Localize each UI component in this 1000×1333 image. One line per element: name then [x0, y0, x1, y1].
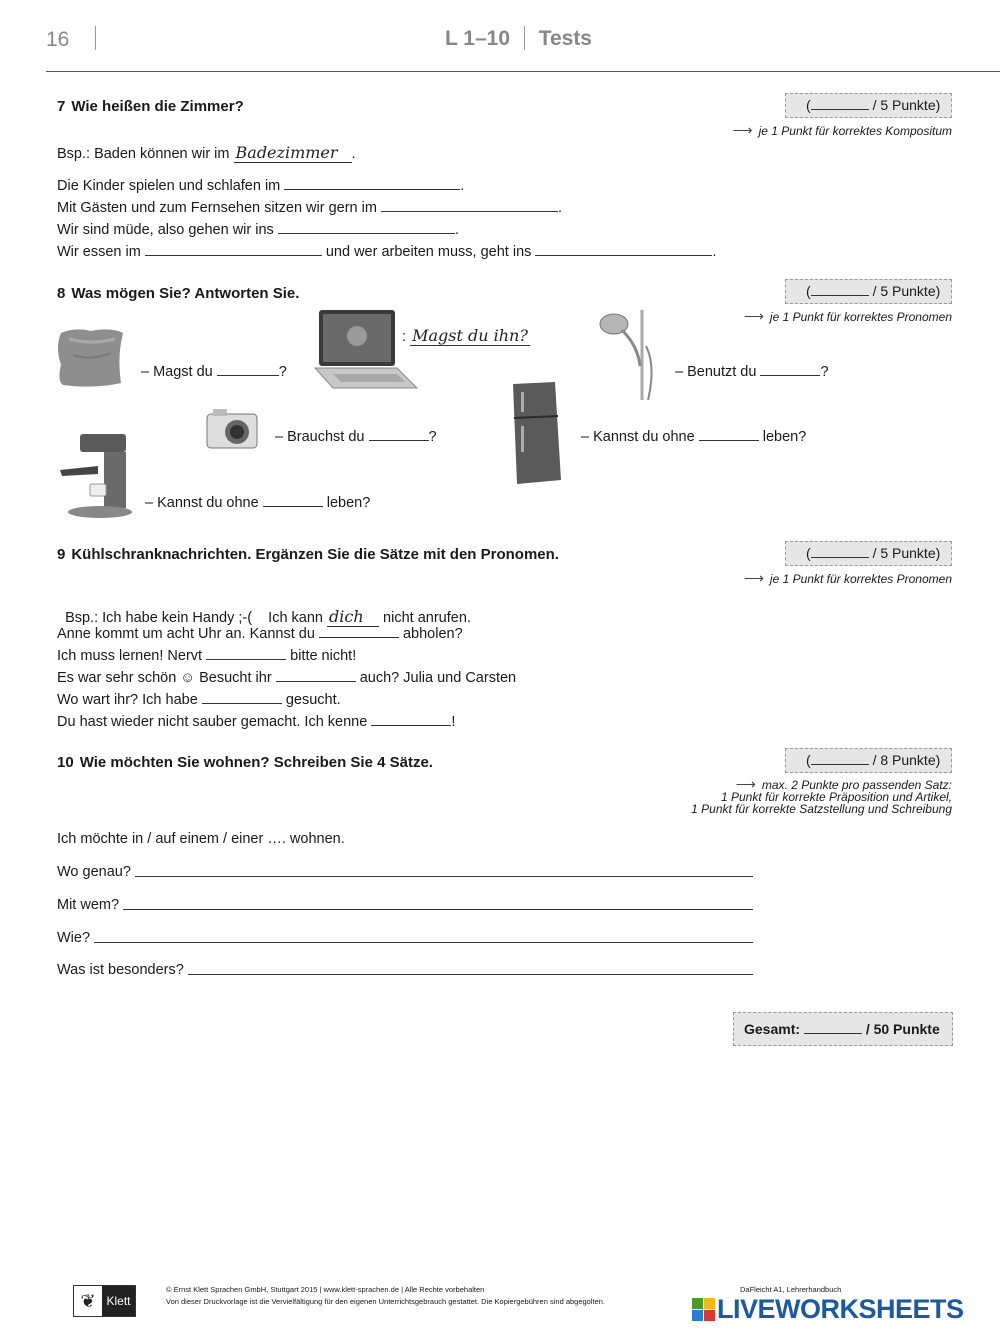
task9-answer-5[interactable] [371, 712, 451, 726]
task9-number: 9 [57, 546, 66, 563]
pillow-image [55, 325, 127, 391]
task9-note [744, 570, 952, 587]
fridge-image [507, 380, 563, 486]
task7-note-text: je 1 Punkt für korrektes Kompositum [758, 124, 952, 138]
page-number: 16 [46, 28, 70, 51]
task10-answer-2[interactable] [123, 909, 753, 910]
item-end: ? [428, 429, 437, 445]
task8-points-input[interactable] [811, 283, 869, 296]
line-end: ! [451, 714, 456, 730]
task8-answer-5[interactable] [263, 493, 323, 507]
item-end: leben? [762, 429, 807, 445]
points-open: ( [806, 545, 811, 561]
item-text: – Kannst du ohne [145, 495, 259, 511]
points-open: ( [806, 283, 811, 299]
task7-line-1 [57, 176, 464, 194]
arrow-icon: ⟶ [743, 570, 764, 586]
task8-example-answer: Magst du ihn? [412, 326, 528, 345]
points-max: / 5 Punkte) [872, 97, 941, 113]
header-title: Tests [538, 27, 592, 50]
item-text: – Magst du [141, 364, 213, 380]
task8-answer-3[interactable] [369, 427, 429, 441]
task9-answer-2[interactable] [206, 646, 286, 660]
task10-heading [57, 754, 433, 771]
task7-example-suffix: . [351, 146, 356, 162]
line-end: . [712, 244, 717, 260]
task9-example [57, 591, 471, 627]
task8-answer-2[interactable] [760, 362, 820, 376]
task7-answer-4[interactable] [145, 242, 322, 256]
header-title-group [445, 26, 592, 51]
task10-note [691, 778, 952, 815]
task10-row-4 [57, 962, 753, 978]
total-input[interactable] [804, 1021, 862, 1034]
klett-logo [73, 1285, 136, 1317]
header-separator [524, 26, 525, 50]
task7-answer-5[interactable] [535, 242, 712, 256]
klett-flower-icon: ❦ [74, 1286, 102, 1316]
task8-note-text: je 1 Punkt für korrektes Pronomen [769, 310, 952, 324]
shower-image [598, 306, 660, 402]
header-divider [95, 26, 96, 50]
task8-item-fridge [581, 427, 806, 445]
task10-title: Wie möchten Sie wohnen? Schreiben Sie 4 Sätze. [79, 754, 433, 771]
line-text: Es war sehr schön ☺ Besucht ihr [57, 670, 272, 686]
item-text: – Brauchst du [275, 429, 365, 445]
task8-points-box [785, 279, 952, 304]
task7-answer-3[interactable] [278, 220, 455, 234]
task8-example [402, 326, 530, 346]
line-text: Wir essen im [57, 244, 141, 260]
task9-heading [57, 546, 559, 563]
task10-answer-3[interactable] [94, 942, 753, 943]
points-max: / 8 Punkte) [872, 752, 941, 768]
task9-example-prefix: Bsp.: Ich habe kein Handy ;-( Ich kann [65, 610, 323, 626]
task8-number: 8 [57, 285, 66, 302]
prompt-label: Wie? [57, 930, 91, 946]
task10-intro: Ich möchte in / auf einem / einer …. wohnen. [57, 831, 345, 847]
footer-copyright: © Ernst Klett Sprachen GmbH, Stuttgart 2015 | www.klett-sprachen.de | Alle Rechte vorbehalten [166, 1285, 485, 1294]
task7-answer-1[interactable] [284, 176, 460, 190]
points-max: / 5 Punkte) [872, 283, 941, 299]
liveworksheets-watermark [692, 1294, 964, 1325]
task8-note [744, 308, 952, 325]
line-end: gesucht. [285, 692, 341, 708]
task10-points-input[interactable] [811, 752, 869, 765]
task8-answer-4[interactable] [699, 427, 759, 441]
footer-license: Von dieser Druckvorlage ist die Vervielfältigung für den eigenen Unterrichtsgebrauch gestattet. Die Kopiergebühren sind abgegolten. [166, 1297, 606, 1306]
task7-points-input[interactable] [811, 97, 869, 110]
task8-heading [57, 285, 299, 302]
task10-note-line-3: 1 Punkt für korrekte Satzstellung und Schreibung [691, 802, 952, 816]
arrow-icon: ⟶ [743, 308, 764, 324]
task9-example-suffix: nicht anrufen. [383, 610, 471, 626]
task7-line-2 [57, 198, 562, 216]
task7-points-box [785, 93, 952, 118]
task10-row-3 [57, 930, 753, 946]
task9-points-box [785, 541, 952, 566]
header-rule [46, 71, 1000, 72]
task9-line-2 [57, 646, 356, 664]
total-label: Gesamt: [744, 1021, 801, 1037]
task7-number: 7 [57, 98, 66, 115]
task7-line-4 [57, 242, 716, 260]
task9-note-text: je 1 Punkt für korrektes Pronomen [769, 572, 952, 586]
task10-answer-4[interactable] [188, 974, 753, 975]
line-end: . [454, 222, 459, 238]
line-mid: und wer arbeiten muss, geht ins [325, 244, 532, 260]
line-end: . [460, 178, 465, 194]
points-max: / 5 Punkte) [872, 545, 941, 561]
task8-answer-1[interactable] [217, 362, 279, 376]
prompt-label: Wo genau? [57, 864, 131, 880]
task10-row-1 [57, 864, 753, 880]
prompt-label: Mit wem? [57, 897, 120, 913]
task8-item-camera [275, 427, 437, 445]
coffee-machine-image [58, 432, 132, 520]
task8-title: Was mögen Sie? Antworten Sie. [71, 285, 300, 302]
liveworksheets-logo-icon [692, 1298, 715, 1321]
task9-line-1 [57, 624, 463, 642]
line-text: Mit Gästen und zum Fernsehen sitzen wir gern im [57, 200, 377, 216]
task8-item-coffee [145, 493, 370, 511]
task7-example-answer: Badezimmer [234, 143, 352, 163]
task7-note [733, 122, 953, 139]
prompt-label: Was ist besonders? [57, 962, 184, 978]
total-box [733, 1012, 953, 1046]
task10-note-line-2: 1 Punkt für korrekte Präposition und Artikel, [721, 790, 952, 804]
task7-heading [57, 98, 244, 115]
task7-example-prefix: Bsp.: Baden können wir im [57, 146, 230, 162]
arrow-icon: ⟶ [732, 122, 753, 138]
line-text: Anne kommt um acht Uhr an. Kannst du [57, 626, 315, 642]
task7-title: Wie heißen die Zimmer? [71, 98, 244, 115]
line-end: bitte nicht! [290, 648, 357, 664]
points-open: ( [806, 97, 811, 113]
item-end: ? [278, 364, 287, 380]
laptop-image [313, 308, 419, 394]
task9-answer-1[interactable] [319, 624, 399, 638]
camera-image [205, 406, 259, 452]
item-end: leben? [326, 495, 371, 511]
line-end: . [557, 200, 562, 216]
footer-book: DaFleicht A1, Lehrerhandbuch [740, 1285, 842, 1294]
item-end: ? [820, 364, 829, 380]
task10-points-box [785, 748, 952, 773]
klett-logo-text: Klett [102, 1286, 135, 1316]
note-text: max. 2 Punkte pro passenden Satz: [761, 778, 952, 792]
item-text: – Benutzt du [675, 364, 757, 380]
task7-answer-2[interactable] [381, 198, 558, 212]
task9-line-5 [57, 712, 455, 730]
line-text: Wir sind müde, also gehen wir ins [57, 222, 274, 238]
task9-line-4 [57, 690, 341, 708]
task9-answer-3[interactable] [276, 668, 356, 682]
line-end: auch? Julia und Carsten [359, 670, 517, 686]
total-max: / 50 Punkte [865, 1021, 940, 1037]
task9-line-3 [57, 668, 516, 686]
header-section: L 1–10 [445, 27, 510, 50]
line-text: Wo wart ihr? Ich habe [57, 692, 198, 708]
arrow-icon: ⟶ [735, 776, 756, 792]
liveworksheets-text: LIVEWORKSHEETS [717, 1294, 964, 1324]
task10-row-2 [57, 897, 753, 913]
item-text: – Kannst du ohne [581, 429, 695, 445]
line-text: Die Kinder spielen und schlafen im [57, 178, 281, 194]
task8-item-shower [675, 362, 829, 380]
task10-number: 10 [57, 754, 74, 771]
task9-answer-4[interactable] [202, 690, 282, 704]
line-text: Du hast wieder nicht sauber gemacht. Ich kenne [57, 714, 368, 730]
task7-line-3 [57, 220, 459, 238]
task10-answer-1[interactable] [135, 876, 753, 877]
points-open: ( [806, 752, 811, 768]
task9-points-input[interactable] [811, 545, 869, 558]
task9-title: Kühlschranknachrichten. Ergänzen Sie die Sätze mit den Pronomen. [71, 546, 559, 563]
task8-example-prefix: : [402, 329, 407, 345]
task8-item-pillow [141, 362, 287, 380]
line-end: abholen? [402, 626, 463, 642]
task9-example-answer: dich [327, 607, 379, 627]
task7-example [57, 143, 356, 163]
line-text: Ich muss lernen! Nervt [57, 648, 203, 664]
